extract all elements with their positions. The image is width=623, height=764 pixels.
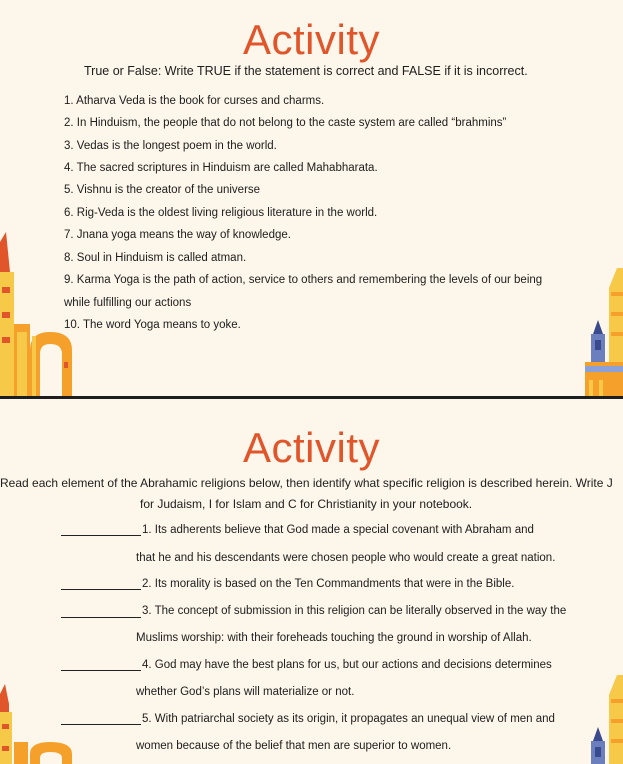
list-item: while fulfilling our actions — [64, 297, 192, 309]
answer-blank[interactable] — [61, 617, 141, 618]
list-item: 9. Karma Yoga is the path of action, service to others and remembering the levels of our being — [64, 274, 543, 286]
right-temple-icon — [583, 675, 623, 764]
left-temple-icon — [0, 684, 76, 764]
list-item: 2. In Hinduism, the people that do not belong to the caste system are called “brahmins” — [64, 117, 507, 129]
question-4-line1: 4. God may have the best plans for us, but our actions and decisions determines — [142, 659, 552, 671]
question-3-line2: Muslims worship: with their foreheads touching the ground in worship of Allah. — [136, 632, 532, 644]
question-4-line2: whether God’s plans will materialize or not. — [136, 686, 355, 698]
list-item: 8. Soul in Hinduism is called atman. — [64, 252, 247, 264]
question-1-line1: 1. Its adherents believe that God made a special covenant with Abraham and — [142, 524, 534, 536]
question-5-line2: women because of the belief that men are superior to women. — [136, 740, 452, 752]
slide1-title: Activity — [242, 16, 380, 63]
list-item: 5. Vishnu is the creator of the universe — [64, 184, 261, 196]
slide2-instruction-line2: for Judaism, I for Islam and C for Christianity in your notebook. — [140, 497, 473, 511]
right-temple-icon — [583, 268, 623, 396]
left-temple-icon — [0, 232, 76, 396]
answer-blank[interactable] — [61, 670, 141, 671]
list-item: 3. Vedas is the longest poem in the world. — [64, 140, 277, 152]
slide1-instruction: True or False: Write TRUE if the statement is correct and FALSE if it is incorrect. — [84, 64, 528, 78]
slide-identify-religion — [0, 399, 623, 764]
question-2-line1: 2. Its morality is based on the Ten Commandments that were in the Bible. — [142, 578, 515, 590]
answer-blank[interactable] — [61, 535, 141, 536]
question-1-line2: that he and his descendants were chosen people who would create a great nation. — [136, 552, 556, 564]
question-5-line1: 5. With patriarchal society as its origin, it propagates an unequal view of men and — [142, 713, 555, 725]
list-item: 6. Rig-Veda is the oldest living religious literature in the world. — [64, 207, 378, 219]
list-item: 7. Jnana yoga means the way of knowledge. — [64, 229, 291, 241]
answer-blank[interactable] — [61, 589, 141, 590]
list-item: 1. Atharva Veda is the book for curses and charms. — [64, 95, 325, 107]
slide2-instruction-line1: Read each element of the Abrahamic religions below, then identify what specific religion is described herein. Write J — [0, 476, 613, 490]
list-item: 10. The word Yoga means to yoke. — [64, 319, 241, 331]
slide2-title: Activity — [242, 424, 380, 471]
question-3-line1: 3. The concept of submission in this religion can be literally observed in the way the — [142, 605, 567, 617]
list-item: 4. The sacred scriptures in Hinduism are called Mahabharata. — [64, 162, 378, 174]
